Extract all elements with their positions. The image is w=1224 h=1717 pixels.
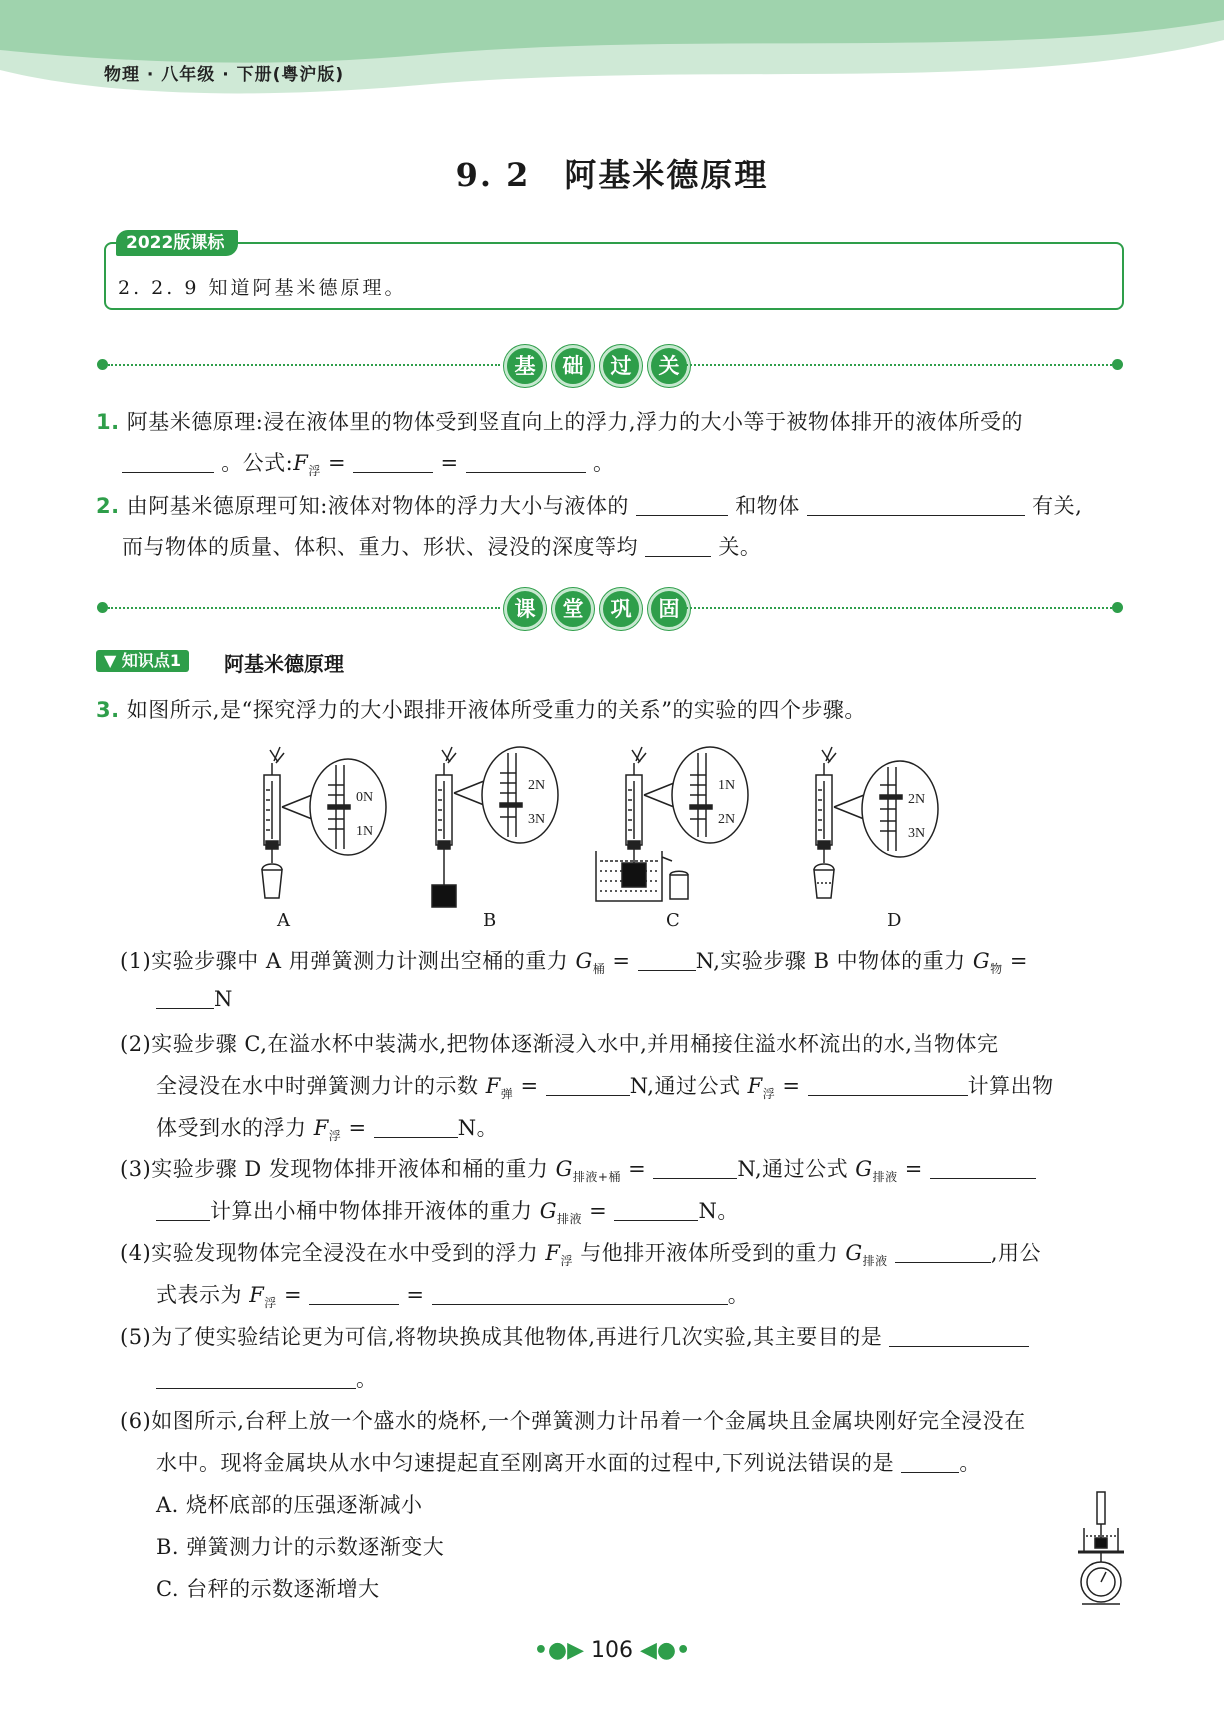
scale-label: 2N bbox=[718, 812, 736, 827]
figure-label: B bbox=[483, 910, 497, 931]
section-divider bbox=[108, 364, 500, 366]
section-dot-right bbox=[1112, 602, 1123, 613]
step-b-spring-scale bbox=[432, 747, 558, 907]
step-a-spring-scale bbox=[262, 747, 386, 898]
step-d-spring-scale bbox=[814, 747, 938, 898]
answer-blank[interactable] bbox=[638, 949, 696, 971]
answer-blank[interactable] bbox=[653, 1157, 737, 1179]
answer-blank[interactable] bbox=[614, 1199, 698, 1221]
q3-stem: 3. 如图所示,是“探究浮力的大小跟排开液体所受重力的关系”的实验的四个步骤。 bbox=[96, 698, 866, 722]
scale-label: 3N bbox=[908, 826, 926, 841]
figure-label: D bbox=[887, 910, 902, 931]
knowledge-point-tag: ▼ 知识点1 bbox=[96, 650, 189, 672]
section-title-classroom bbox=[504, 588, 690, 630]
header-text: 物理 · 八年级 · 下册(粤沪版) bbox=[104, 65, 345, 85]
section-char: 巩 bbox=[600, 588, 642, 630]
answer-blank[interactable] bbox=[309, 1283, 399, 1305]
scale-label: 3N bbox=[528, 812, 546, 827]
section-char: 基 bbox=[504, 345, 546, 387]
answer-blank[interactable] bbox=[156, 987, 214, 1009]
p1-line2: N bbox=[156, 987, 233, 1011]
section-title-basics bbox=[504, 345, 690, 387]
scale-label: 0N bbox=[356, 790, 374, 805]
q1-line1: 1. 阿基米德原理:浸在液体里的物体受到竖直向上的浮力,浮力的大小等于被物体排开的液体所受的 bbox=[96, 410, 1024, 434]
standard-text: 2. 2. 9 知道阿基米德原理。 bbox=[118, 277, 407, 299]
page-deco-left: •●▶ bbox=[533, 1638, 584, 1663]
knowledge-point-title: 阿基米德原理 bbox=[224, 652, 344, 676]
answer-blank[interactable] bbox=[353, 451, 433, 473]
p6-line2: 水中。现将金属块从水中匀速提起直至刚离开水面的过程中,下列说法错误的是 。 bbox=[156, 1451, 981, 1475]
section-char: 固 bbox=[648, 588, 690, 630]
section-char: 关 bbox=[648, 345, 690, 387]
q2-line2: 而与物体的质量、体积、重力、形状、浸没的深度等均 关。 bbox=[122, 535, 762, 559]
answer-blank[interactable] bbox=[636, 494, 728, 516]
question-number: 1. bbox=[96, 410, 120, 434]
scale-label: 1N bbox=[718, 778, 736, 793]
answer-blank[interactable] bbox=[374, 1116, 458, 1138]
answer-blank[interactable] bbox=[156, 1199, 210, 1221]
page-title: 9. 2 阿基米德原理 bbox=[455, 156, 769, 194]
p4-line2: 式表示为 $F_浮$ = = 。 bbox=[156, 1283, 750, 1311]
section-divider bbox=[682, 364, 1112, 366]
figure-label: C bbox=[666, 910, 680, 931]
page-number: •●▶ 106 ◀●• bbox=[533, 1638, 691, 1663]
p2-line3: 体受到水的浮力 $F_浮 = N$。 bbox=[156, 1116, 499, 1144]
p2-line1: (2)实验步骤 C,在溢水杯中装满水,把物体逐渐浸入水中,并用桶接住溢水杯流出的水,当物体完 bbox=[120, 1032, 999, 1056]
section-dot-left bbox=[97, 602, 108, 613]
section-divider bbox=[682, 607, 1112, 609]
experiment-figure bbox=[240, 745, 1000, 935]
option-b[interactable]: B. 弹簧测力计的示数逐渐变大 bbox=[156, 1535, 445, 1559]
section-divider bbox=[108, 607, 500, 609]
p1-line1: (1)实验步骤中 A 用弹簧测力计测出空桶的重力 $G_桶 = N$,实验步骤 B 中物体的重力 $G_物$ = bbox=[120, 949, 1028, 977]
figure-label: A bbox=[277, 910, 290, 931]
section-char: 堂 bbox=[552, 588, 594, 630]
section-dot-left bbox=[97, 359, 108, 370]
option-c[interactable]: C. 台秤的示数逐渐增大 bbox=[156, 1577, 380, 1601]
answer-blank[interactable] bbox=[466, 451, 586, 473]
scale-label: 1N bbox=[356, 824, 374, 839]
section-char: 础 bbox=[552, 345, 594, 387]
answer-blank[interactable] bbox=[122, 451, 214, 473]
answer-blank[interactable] bbox=[889, 1325, 1029, 1347]
answer-blank[interactable] bbox=[901, 1451, 959, 1473]
p4-line1: (4)实验发现物体完全浸没在水中受到的浮力 $F_浮$ 与他排开液体所受到的重力 $G_{排液}$ ,用公 bbox=[120, 1241, 1042, 1269]
option-a[interactable]: A. 烧杯底部的压强逐渐减小 bbox=[156, 1493, 423, 1517]
header-band bbox=[0, 0, 1224, 110]
answer-blank[interactable] bbox=[807, 494, 1025, 516]
section-char: 过 bbox=[600, 345, 642, 387]
p6-line1: (6)如图所示,台秤上放一个盛水的烧杯,一个弹簧测力计吊着一个金属块且金属块刚好完全浸没在 bbox=[120, 1409, 1026, 1433]
answer-blank[interactable] bbox=[895, 1241, 991, 1263]
question-number: 2. bbox=[96, 494, 120, 518]
answer-blank[interactable] bbox=[156, 1367, 356, 1389]
answer-blank[interactable] bbox=[546, 1074, 630, 1096]
scale-label: 2N bbox=[908, 792, 926, 807]
q2-line1: 2. 由阿基米德原理可知:液体对物体的浮力大小与液体的 和物体 有关, bbox=[96, 494, 1083, 518]
section-char: 课 bbox=[504, 588, 546, 630]
standard-tag: 2022版课标 bbox=[116, 230, 238, 256]
p3-line2: 计算出小桶中物体排开液体的重力 $G_{排液} = N$。 bbox=[156, 1195, 739, 1227]
page-deco-right: ◀●• bbox=[640, 1638, 691, 1663]
q1-line2: 。公式$:F_浮$ = = 。 bbox=[122, 447, 615, 479]
p5-line2: 。 bbox=[156, 1363, 378, 1393]
answer-blank[interactable] bbox=[432, 1283, 728, 1305]
question-number: 3. bbox=[96, 698, 120, 722]
scale-label: 2N bbox=[528, 778, 546, 793]
platform-scale-figure bbox=[1070, 1490, 1130, 1610]
p5-line1: (5)为了使实验结论更为可信,将物块换成其他物体,再进行几次实验,其主要目的是 bbox=[120, 1321, 1029, 1351]
p2-line2: 全浸没在水中时弹簧测力计的示数 $F_弹 = N$,通过公式 $F_浮$ = 计算出物 bbox=[156, 1074, 1054, 1102]
p3-line1: (3)实验步骤 D 发现物体排开液体和桶的重力 $G_{排液+桶} = N$,通过公式 $G_{排液}$ = bbox=[120, 1153, 1036, 1185]
answer-blank[interactable] bbox=[645, 535, 711, 557]
section-dot-right bbox=[1112, 359, 1123, 370]
answer-blank[interactable] bbox=[930, 1157, 1036, 1179]
answer-blank[interactable] bbox=[808, 1074, 968, 1096]
